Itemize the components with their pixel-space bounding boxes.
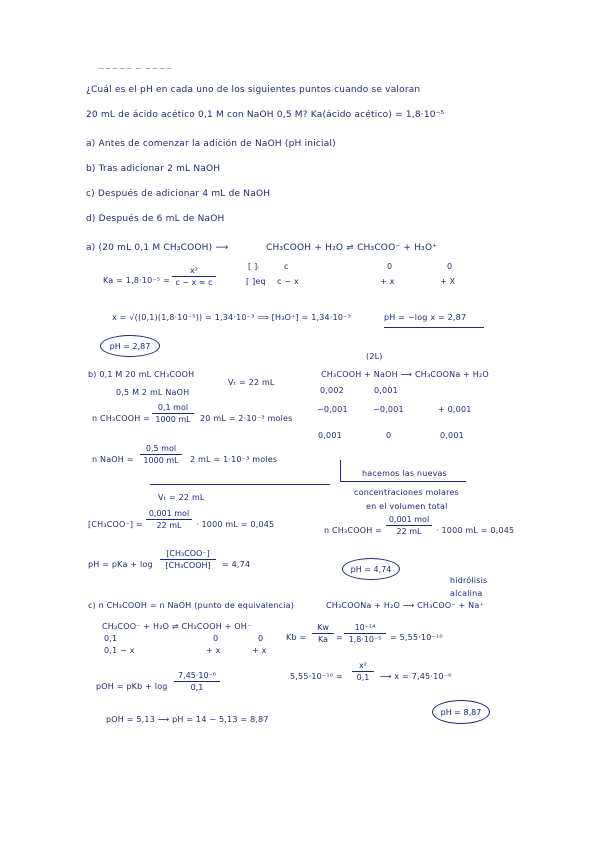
sol-a-eq-c: c − x bbox=[277, 277, 299, 286]
part-b-text: b) Tras adicionar 2 mL NaOH bbox=[86, 164, 221, 174]
sol-c-kb-num: Kw bbox=[317, 623, 329, 632]
sol-c-kb2-rest: ⟶ x = 7,45·10⁻⁶ bbox=[380, 672, 452, 681]
sol-c-answer-circle: pH = 8,87 bbox=[432, 700, 490, 724]
sol-a-eq-x1: + x bbox=[380, 277, 395, 286]
sol-b-reaction: CH₃COOH + NaOH ⟶ CH₃COONa + H₂O bbox=[321, 370, 489, 379]
sol-a-ph-calc: pH = −log x = 2,87 bbox=[384, 313, 467, 322]
sol-c-row2-c1: 0,1 − x bbox=[104, 646, 135, 655]
sol-b-base: 0,5 M 2 mL NaOH bbox=[116, 388, 190, 397]
sol-b-n-base-den: 1000 mL bbox=[143, 456, 179, 465]
sol-c-poh-lhs: pOH = pKb + log bbox=[96, 682, 168, 691]
sol-b-answer-circle: pH = 4,74 bbox=[342, 558, 400, 580]
question-line-2: 20 mL de ácido acético 0,1 M con NaOH 0,5 M? Ka(ácido acético) = 1,8·10⁻⁵ bbox=[86, 110, 445, 120]
sol-b-acid-label: n CH₃COOH = bbox=[324, 526, 383, 535]
sol-c-hydrolysis-note: hidrólisis bbox=[450, 576, 488, 585]
sol-b-change-base: −0,001 bbox=[373, 405, 404, 414]
sol-a-reaction: CH₃COOH + H₂O ⇌ CH₃COO⁻ + H₃O⁺ bbox=[266, 243, 438, 253]
sol-c-poh-fraction bbox=[174, 671, 220, 692]
sol-a-x-calc: x = √((0,1)(1,8·10⁻⁵)) = 1,34·10⁻³ ⟹ [H₃O⁺] = 1,34·10⁻³ bbox=[112, 313, 351, 322]
sol-b-hh-lhs: pH = pKa + log bbox=[88, 560, 153, 569]
sol-c-poh-den: 0,1 bbox=[190, 683, 204, 692]
sol-b-salt-label: [CH₃COO⁻] = bbox=[88, 520, 143, 529]
sol-b-tag: (2L) bbox=[366, 352, 383, 361]
sol-c-salt-reaction: CH₃COONa + H₂O ⟶ CH₃COO⁻ + Na⁺ bbox=[326, 601, 484, 610]
sol-b-box-note: hacemos las nuevas bbox=[362, 469, 447, 478]
sol-c-kb-fraction bbox=[312, 623, 334, 644]
sol-c-kb2-fraction bbox=[352, 661, 374, 682]
sol-b-acid-num: 0,001 mol bbox=[388, 515, 430, 524]
sol-b-n-acid-den: 1000 mL bbox=[155, 415, 191, 424]
part-a-text: a) Antes de comenzar la adición de NaOH (pH inicial) bbox=[86, 139, 336, 149]
sol-b-n-acid-label: n CH₃COOH = bbox=[92, 414, 151, 423]
sol-c-row1-c3: 0 bbox=[258, 634, 264, 643]
sol-b-n-base-num: 0,5 mol bbox=[145, 444, 177, 453]
sol-a-init-0a: 0 bbox=[387, 262, 393, 271]
sol-c-row1-c2: 0 bbox=[213, 634, 219, 643]
sol-b-note2: concentraciones molares bbox=[354, 488, 459, 497]
sol-b-hh-num: [CH₃COO⁻] bbox=[166, 549, 210, 558]
sol-a-eq-x2: + X bbox=[440, 277, 456, 286]
sol-b-n-acid-fraction bbox=[152, 403, 194, 424]
sol-a-underline bbox=[384, 327, 484, 328]
sol-b-acid-rest: · 1000 mL = 0,045 bbox=[436, 526, 515, 535]
sol-b-box-bottom bbox=[340, 481, 466, 482]
sol-c-kb-den2: 1,8·10⁻⁵ bbox=[348, 635, 382, 644]
sol-c-kb-fraction-2 bbox=[344, 623, 386, 644]
sol-b-n-acid-num: 0,1 mol bbox=[157, 403, 189, 412]
sol-a-ka-lhs: Ka = 1,8·10⁻⁵ = bbox=[103, 276, 170, 285]
sol-a-given: a) (20 mL 0,1 M CH₃COOH) ⟶ bbox=[86, 243, 229, 253]
sol-c-equilibrium: CH₃COO⁻ + H₂O ⇌ CH₃COOH + OH⁻ bbox=[102, 622, 252, 631]
sol-b-note3: en el volumen total bbox=[366, 502, 448, 511]
sol-b-salt-fraction bbox=[146, 509, 192, 530]
sol-b-n-acid-rest: 20 mL = 2·10⁻³ moles bbox=[200, 414, 293, 423]
sol-b-final-base: 0 bbox=[386, 431, 392, 440]
sol-b-hh-den: [CH₃COOH] bbox=[165, 561, 211, 570]
sol-c-kb-mid: = bbox=[336, 633, 343, 642]
sol-c-kb2-num: x² bbox=[359, 661, 367, 670]
sol-b-hh-fraction bbox=[160, 549, 216, 570]
sol-b-vt: Vₜ = 22 mL bbox=[228, 378, 275, 387]
sol-b-mol-acid0: 0,002 bbox=[320, 386, 344, 395]
sol-c-kb2-lhs: 5,55·10⁻¹⁰ = bbox=[290, 672, 343, 681]
sol-b-n-base-rest: 2 mL = 1·10⁻³ moles bbox=[190, 455, 278, 464]
sol-b-change-acid: −0,001 bbox=[317, 405, 348, 414]
sol-a-init-label: [ ]ᵢ bbox=[248, 262, 260, 271]
sol-b-mol-base0: 0,001 bbox=[374, 386, 398, 395]
sol-c-kb-den: Ka bbox=[317, 635, 328, 644]
header-scribble: ~~~~~ ~ ~~~~ bbox=[98, 64, 173, 73]
sol-a-init-c: c bbox=[284, 262, 289, 271]
part-c-text: c) Después de adicionar 4 mL de NaOH bbox=[86, 189, 271, 199]
sol-b-final-salt: 0,001 bbox=[440, 431, 464, 440]
sol-a-ka-den: c − x ≈ c bbox=[175, 278, 213, 287]
sol-c-row2-c3: + x bbox=[252, 646, 267, 655]
sol-c-kb-lhs: Kb = bbox=[286, 633, 307, 642]
sol-c-row1-c1: 0,1 bbox=[104, 634, 118, 643]
sol-b-final-acid: 0,001 bbox=[318, 431, 342, 440]
sol-b-n-base-label: n NaOH = bbox=[92, 455, 134, 464]
question-line-1: ¿Cuál es el pH en cada uno de los siguientes puntos cuando se valoran bbox=[86, 85, 421, 95]
sol-b-divider bbox=[150, 484, 330, 485]
sol-b-salt-rest: · 1000 mL = 0,045 bbox=[196, 520, 275, 529]
sol-c-label: c) n CH₃COOH = n NaOH (punto de equivalencia) bbox=[88, 601, 295, 610]
sol-c-poh-result: pOH = 5,13 ⟶ pH = 14 − 5,13 = 8,87 bbox=[106, 715, 269, 724]
sol-a-init-0b: 0 bbox=[447, 262, 453, 271]
sol-a-ka-num: x² bbox=[190, 266, 198, 275]
sol-a-answer-circle: pH = 2,87 bbox=[100, 335, 160, 357]
sol-c-row2-c2: + x bbox=[206, 646, 221, 655]
sol-b-vt2: Vₜ = 22 mL bbox=[158, 493, 205, 502]
sol-b-change-salt: + 0,001 bbox=[438, 405, 472, 414]
sol-b-n-base-fraction bbox=[140, 444, 182, 465]
sol-c-kb-rest: = 5,55·10⁻¹⁰ bbox=[390, 633, 443, 642]
sol-c-kb2-den: 0,1 bbox=[356, 673, 370, 682]
sol-c-kb-num2: 10⁻¹⁴ bbox=[354, 623, 376, 632]
sol-c-alkaline-note: alcalina bbox=[450, 589, 483, 598]
sol-b-hh-rest: = 4,74 bbox=[222, 560, 251, 569]
sol-b-salt-num: 0,001 mol bbox=[148, 509, 190, 518]
sol-b-acid-den: 22 mL bbox=[396, 527, 422, 536]
sol-c-poh-num: 7,45·10⁻⁶ bbox=[178, 671, 216, 680]
sol-b-acid: b) 0,1 M 20 mL CH₃COOH bbox=[88, 370, 195, 379]
sol-b-box-left bbox=[340, 460, 341, 482]
sol-b-salt-den: 22 mL bbox=[156, 521, 182, 530]
sol-a-ka-fraction bbox=[172, 266, 216, 287]
sol-a-eq-label: [ ]eq bbox=[246, 277, 266, 286]
sol-b-acid-fraction bbox=[386, 515, 432, 536]
part-d-text: d) Después de 6 mL de NaOH bbox=[86, 214, 225, 224]
